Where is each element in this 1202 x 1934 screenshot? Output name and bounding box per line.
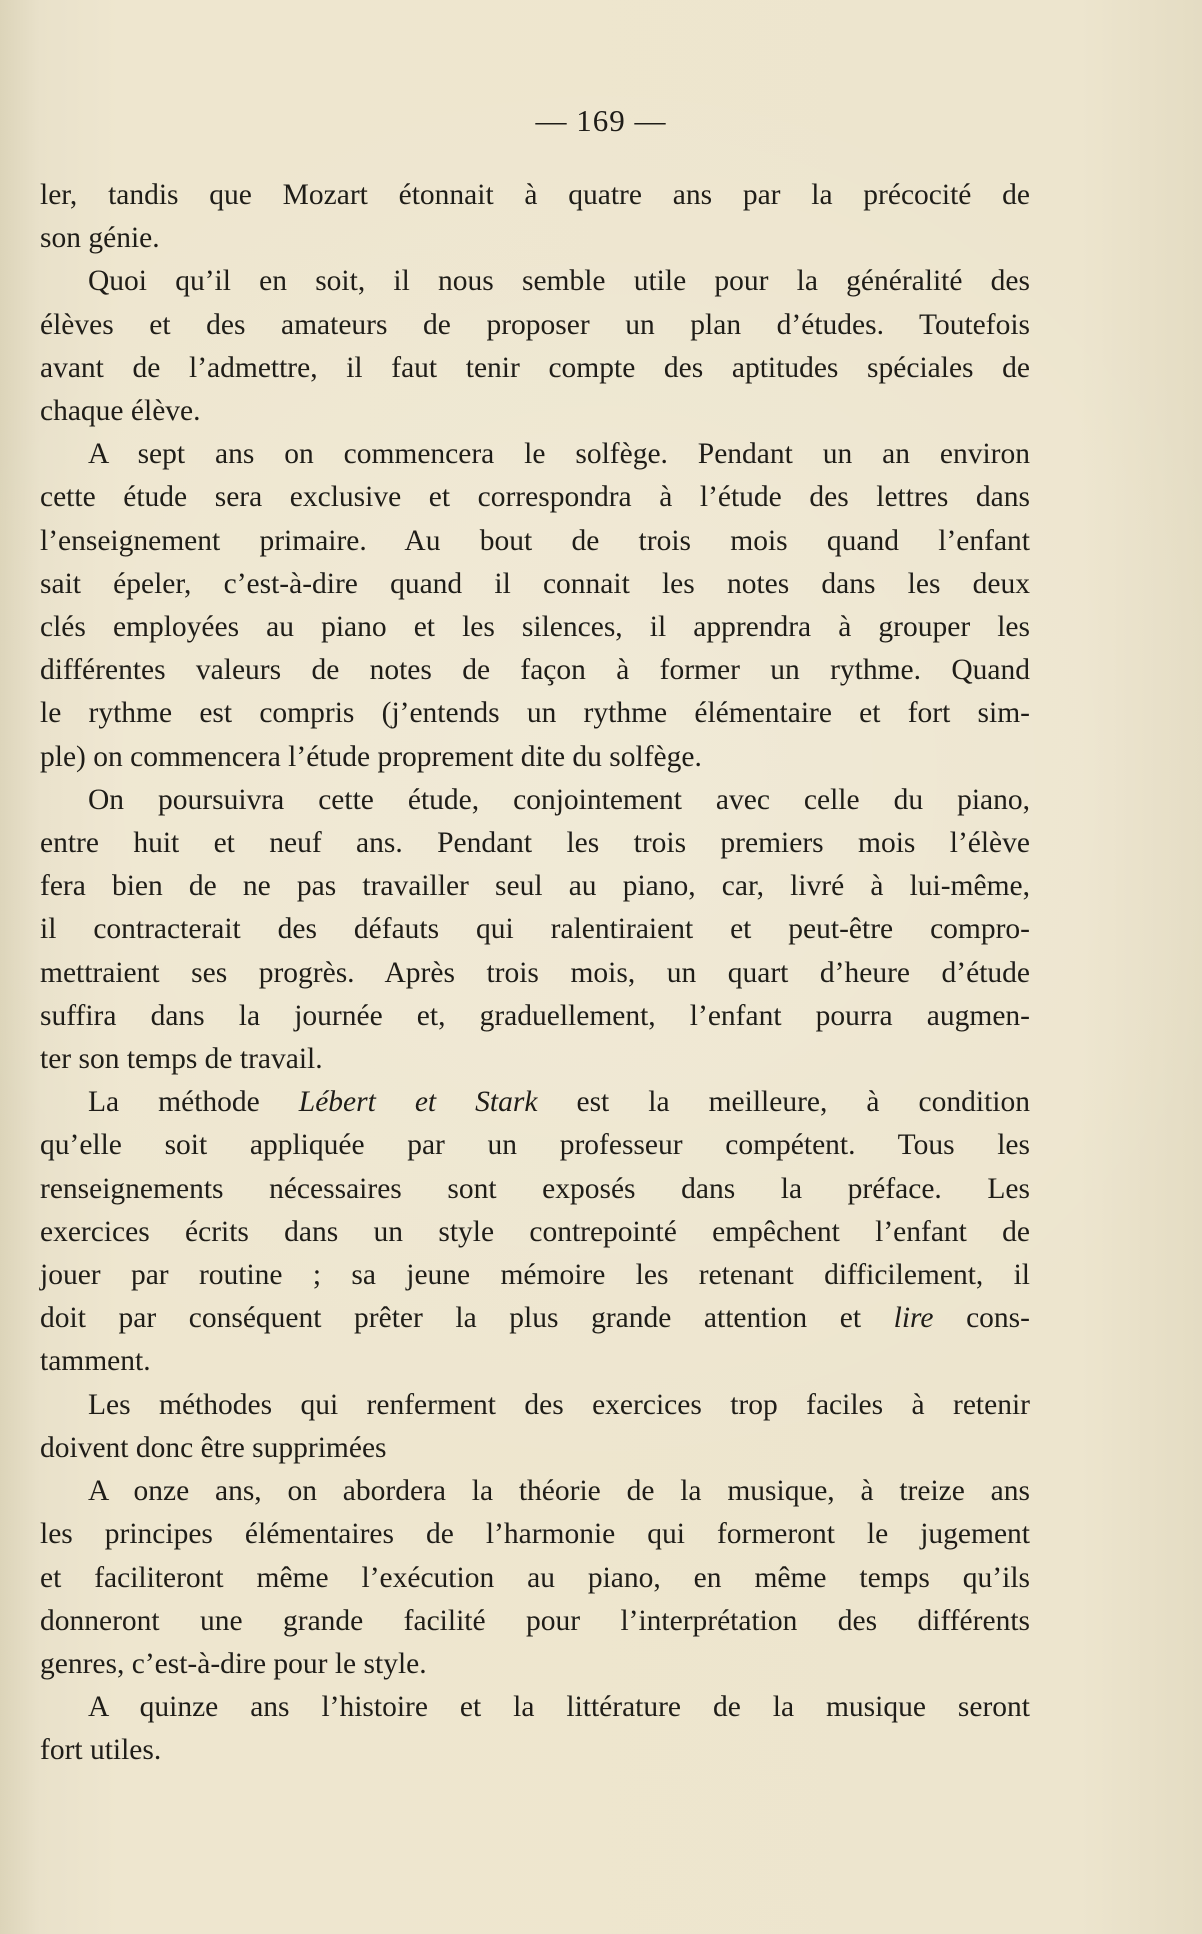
text-segment: est la meilleure, à condition bbox=[537, 1086, 1030, 1119]
text-line bbox=[40, 1081, 1030, 1124]
text-segment: doit par conséquent prêter la plus grande attention et bbox=[40, 1302, 894, 1335]
body-text bbox=[40, 174, 1030, 1773]
italic-text: Lébert et Stark bbox=[298, 1086, 538, 1119]
text-line: son génie. bbox=[40, 222, 160, 255]
text-line: tamment. bbox=[40, 1345, 151, 1378]
italic-text: lire bbox=[893, 1302, 934, 1335]
text-line: A sept ans on commencera le solfège. Pendant un an environ bbox=[88, 438, 1030, 471]
text-line: le rythme est compris (j’entends un rythme élémentaire et fort sim- bbox=[40, 697, 1030, 730]
text-line: l’enseignement primaire. Au bout de trois mois quand l’enfant bbox=[40, 524, 1030, 557]
text-line: ler, tandis que Mozart étonnait à quatre ans par la précocité de bbox=[40, 179, 1030, 211]
text-line: clés employées au piano et les silences, il apprendra à grouper les bbox=[40, 611, 1030, 644]
text-line: ple) on commencera l’étude proprement dite du solfège. bbox=[40, 740, 702, 773]
text-line: suffira dans la journée et, graduellement, l’enfant pourra augmen- bbox=[40, 999, 1030, 1032]
text-line: donneront une grande facilité pour l’interprétation des différents bbox=[40, 1604, 1030, 1637]
text-line: exercices écrits dans un style contrepointé empêchent l’enfant de bbox=[40, 1215, 1030, 1248]
text-line: Les méthodes qui renferment des exercices trop faciles à retenir bbox=[88, 1388, 1030, 1421]
text-line: Quoi qu’il en soit, il nous semble utile pour la généralité des bbox=[88, 265, 1030, 298]
text-line: il contracterait des défauts qui ralentiraient et peut-être compro- bbox=[40, 913, 1030, 946]
text-line bbox=[40, 1297, 1030, 1340]
page-number: — 169 — bbox=[535, 103, 667, 138]
text-line: et faciliteront même l’exécution au piano, en même temps qu’ils bbox=[40, 1561, 1030, 1594]
text-line: sait épeler, c’est-à-dire quand il connait les notes dans les deux bbox=[40, 567, 1030, 600]
text-line: On poursuivra cette étude, conjointement avec celle du piano, bbox=[88, 783, 1030, 816]
text-line: différentes valeurs de notes de façon à former un rythme. Quand bbox=[40, 654, 1030, 687]
text-line: cette étude sera exclusive et correspondra à l’étude des lettres dans bbox=[40, 481, 1030, 514]
text-line: les principes élémentaires de l’harmonie qui formeront le jugement bbox=[40, 1518, 1030, 1551]
text-segment: La méthode bbox=[88, 1086, 299, 1119]
text-line: chaque élève. bbox=[40, 395, 201, 428]
text-line: fort utiles. bbox=[40, 1734, 162, 1767]
text-line: genres, c’est-à-dire pour le style. bbox=[40, 1647, 427, 1680]
text-line: fera bien de ne pas travailler seul au piano, car, livré à lui-même, bbox=[40, 870, 1030, 903]
text-line: mettraient ses progrès. Après trois mois, un quart d’heure d’étude bbox=[40, 956, 1030, 989]
text-line: élèves et des amateurs de proposer un plan d’études. Toutefois bbox=[40, 308, 1030, 341]
text-line: avant de l’admettre, il faut tenir compte des aptitudes spéciales de bbox=[40, 351, 1030, 384]
text-line: qu’elle soit appliquée par un professeur compétent. Tous les bbox=[40, 1129, 1030, 1162]
text-line: ter son temps de travail. bbox=[40, 1043, 323, 1076]
text-line: A quinze ans l’histoire et la littérature de la musique seront bbox=[88, 1691, 1030, 1724]
text-segment: cons- bbox=[933, 1302, 1030, 1335]
text-line: doivent donc être supprimées bbox=[40, 1431, 387, 1464]
text-line: A onze ans, on abordera la théorie de la musique, à treize ans bbox=[88, 1475, 1030, 1508]
text-line: jouer par routine ; sa jeune mémoire les retenant difficilement, il bbox=[40, 1259, 1030, 1292]
text-line: entre huit et neuf ans. Pendant les trois premiers mois l’élève bbox=[40, 827, 1030, 860]
text-line: renseignements nécessaires sont exposés dans la préface. Les bbox=[40, 1172, 1030, 1205]
